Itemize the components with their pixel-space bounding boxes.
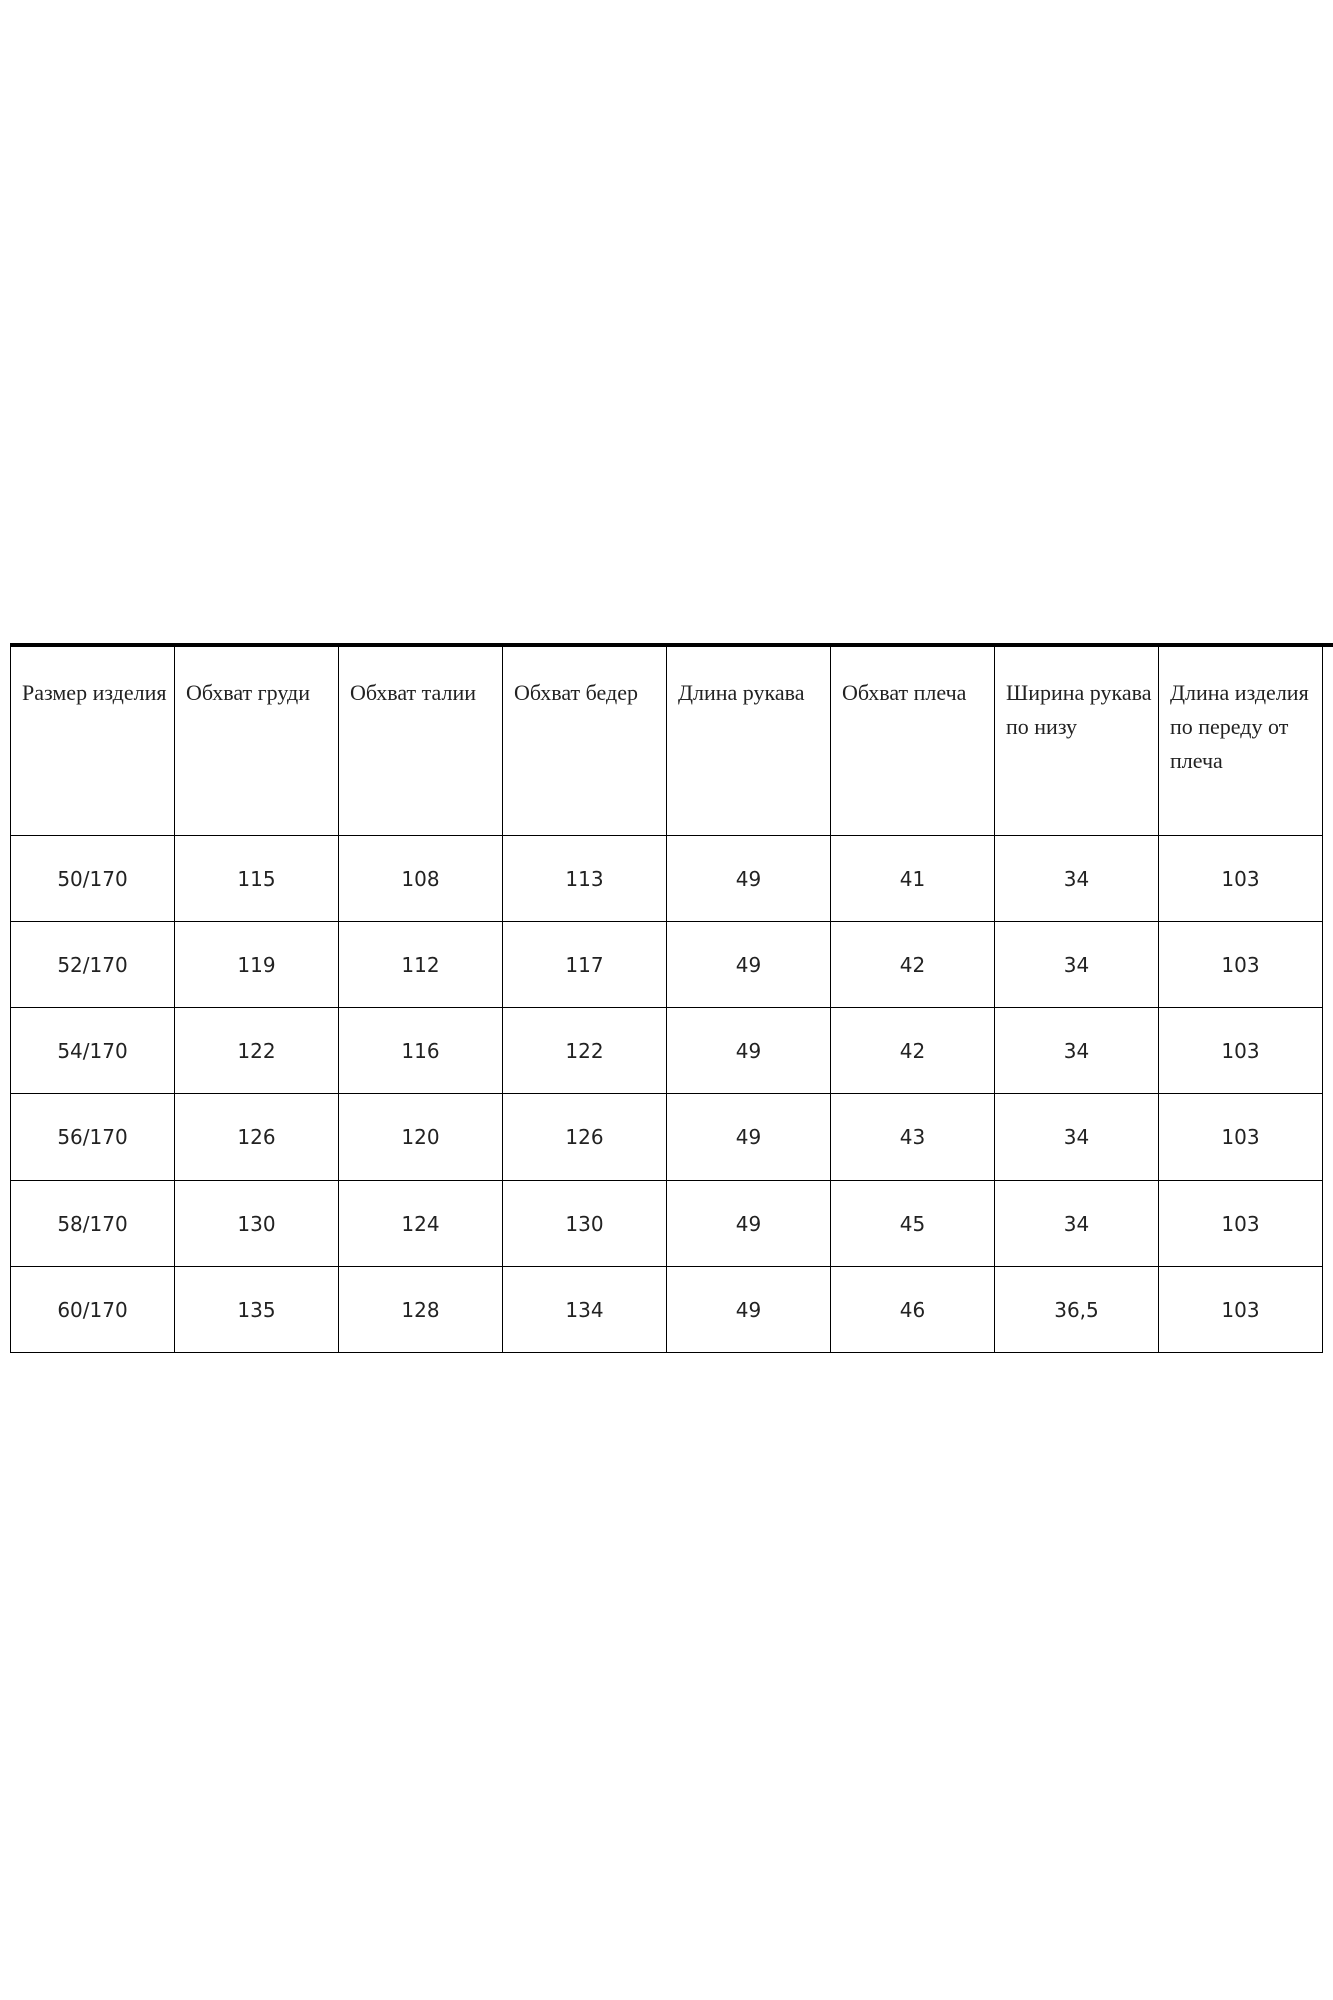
- table-cell: 124: [339, 1181, 503, 1267]
- table-cell: 126: [175, 1094, 339, 1181]
- table-cell: 120: [339, 1094, 503, 1181]
- table-cell: 113: [503, 836, 667, 922]
- table-cell: 34: [995, 1094, 1159, 1181]
- table-cell: 115: [175, 836, 339, 922]
- table-cell: 49: [667, 1267, 831, 1353]
- table-cell: 49: [667, 1008, 831, 1094]
- table-cell: 49: [667, 1094, 831, 1181]
- table-row: [11, 1267, 1323, 1353]
- table-cell: 49: [667, 922, 831, 1008]
- table-cell: 49: [667, 836, 831, 922]
- header-sleeve-length: Длина рукава: [667, 646, 831, 836]
- table-cell: 36,5: [995, 1267, 1159, 1353]
- table-cell: 103: [1159, 1094, 1323, 1181]
- table-cell: 122: [175, 1008, 339, 1094]
- size-chart-table: [10, 645, 1323, 1353]
- table-cell: 126: [503, 1094, 667, 1181]
- table-cell: 130: [175, 1181, 339, 1267]
- table-cell: 41: [831, 836, 995, 922]
- table-cell: 134: [503, 1267, 667, 1353]
- table-cell: 116: [339, 1008, 503, 1094]
- table-cell: 34: [995, 836, 1159, 922]
- table-cell: 34: [995, 1008, 1159, 1094]
- table-cell: 46: [831, 1267, 995, 1353]
- table-cell: 112: [339, 922, 503, 1008]
- table-cell: 117: [503, 922, 667, 1008]
- table-cell: 42: [831, 922, 995, 1008]
- header-sleeve-width: Ширина рукава по низу: [995, 646, 1159, 836]
- table-cell-size: 56/170: [11, 1094, 175, 1181]
- header-hips: Обхват бедер: [503, 646, 667, 836]
- table-row: [11, 836, 1323, 922]
- table-cell: 122: [503, 1008, 667, 1094]
- table-cell: 119: [175, 922, 339, 1008]
- table-cell-size: 58/170: [11, 1181, 175, 1267]
- table-cell-size: 60/170: [11, 1267, 175, 1353]
- table-row: [11, 1008, 1323, 1094]
- table-cell: 49: [667, 1181, 831, 1267]
- table-row: [11, 1181, 1323, 1267]
- table-row: [11, 1094, 1323, 1181]
- table-cell: 34: [995, 1181, 1159, 1267]
- table-cell-size: 50/170: [11, 836, 175, 922]
- table-cell: 135: [175, 1267, 339, 1353]
- table-cell: 43: [831, 1094, 995, 1181]
- table-cell: 108: [339, 836, 503, 922]
- table-cell: 130: [503, 1181, 667, 1267]
- header-upper-arm: Обхват плеча: [831, 646, 995, 836]
- table-cell: 42: [831, 1008, 995, 1094]
- table-cell-size: 52/170: [11, 922, 175, 1008]
- table-cell: 103: [1159, 836, 1323, 922]
- table-header-row: [11, 646, 1323, 836]
- header-size: Размер изделия: [11, 646, 175, 836]
- table-cell: 103: [1159, 922, 1323, 1008]
- table-cell: 103: [1159, 1267, 1323, 1353]
- table-cell: 103: [1159, 1181, 1323, 1267]
- table-row: [11, 922, 1323, 1008]
- table-cell-size: 54/170: [11, 1008, 175, 1094]
- table-cell: 34: [995, 922, 1159, 1008]
- table-cell: 103: [1159, 1008, 1323, 1094]
- table-cell: 45: [831, 1181, 995, 1267]
- header-chest: Обхват груди: [175, 646, 339, 836]
- table-cell: 128: [339, 1267, 503, 1353]
- header-front-length: Длина изделия по переду от плеча: [1159, 646, 1323, 836]
- header-waist: Обхват талии: [339, 646, 503, 836]
